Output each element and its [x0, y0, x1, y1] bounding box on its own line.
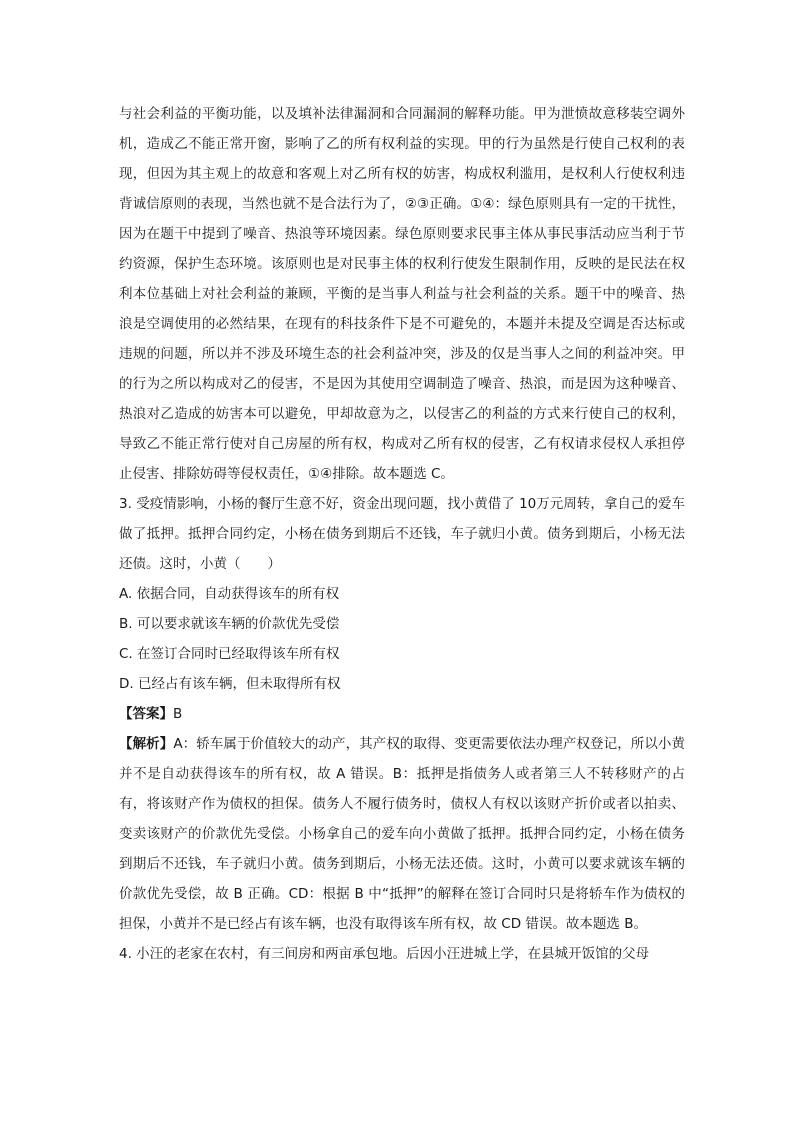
page-content	[119, 99, 685, 969]
question-3-analysis	[119, 729, 685, 939]
question-3-option-d: D. 已经占有该车辆，但未取得所有权	[119, 676, 341, 692]
question-4-stem: 4. 小汪的老家在农村，有三间房和两亩承包地。后因小汪进城上学，在县城开饭馆的父母	[119, 946, 650, 962]
analysis-label: 【解析】	[119, 736, 174, 752]
question-3-option-b: B. 可以要求就该车辆的价款优先受偿	[119, 616, 340, 632]
question-3-answer	[119, 699, 685, 729]
analysis-text: A：轿车属于价值较大的动产，其产权的取得、变更需要依法办理产权登记，所以小黄并不是自动获得该车的所有权，故 A 错误。B：抵押是指债务人或者第三人不转移财产的占有，将该财产作为债权的担保。债务人不履行债务时，债权人有权以该财产折价或者以拍卖、变卖该财产的价款优先受偿。小杨拿自己的爱车向小黄做了抵押。抵押合同约定，小杨在债务到期后不还钱，车子就归小黄。债务到期后，小杨无法还债。这时，小黄可以要求就该车辆的价款优先受偿，故 B 正确。CD：根据 B 中“抵押”的解释在签订合同时只是将轿车作为债权的担保，小黄并不是已经占有该车辆，也没有取得该车所有权，故 CD 错误。故本题选 B。	[119, 736, 686, 932]
question-3-option-c: C. 在签订合同时已经取得该车所有权	[119, 646, 340, 662]
analysis-continuation: 与社会利益的平衡功能，以及填补法律漏洞和合同漏洞的解释功能。甲为泄愤故意移装空调外机，造成乙不能正常开窗，影响了乙的所有权利益的实现。甲的行为虽然是行使自己权利的表现，但因为其主观上的故意和客观上对乙所有权的妨害，构成权利滥用，是权利人行使权利违背诚信原则的表现，当然也就不是合法行为了，②③正确。①④：绿色原则具有一定的干扰性，因为在题干中提到了噪音、热浪等环境因素。绿色原则要求民事主体从事民事活动应当利于节约资源，保护生态环境。该原则也是对民事主体的权利行使发生限制作用，反映的是民法在权利本位基础上对社会利益的兼顾，平衡的是当事人利益与社会利益的关系。题干中的噪音、热浪是空调使用的必然结果，在现有的科技条件下是不可避免的，本题并未提及空调是否达标或违规的问题，所以并不涉及环境生态的社会利益冲突，涉及的仅是当事人之间的利益冲突。甲的行为之所以构成对乙的侵害，不是因为其使用空调制造了噪音、热浪，而是因为这种噪音、热浪对乙造成的妨害本可以避免，甲却故意为之，以侵害乙的利益的方式来行使自己的权利，导致乙不能正常行使对自己房屋的所有权，构成对乙所有权的侵害，乙有权请求侵权人承担停止侵害、排除妨碍等侵权责任，①④排除。故本题选 C。	[119, 106, 685, 482]
question-3-stem: 3. 受疫情影响，小杨的餐厅生意不好，资金出现问题，找小黄借了 10万元周转，拿自己的爱车做了抵押。抵押合同约定，小杨在债务到期后不还钱，车子就归小黄。债务到期后，小杨无法还债。这时，小黄（ ）	[119, 496, 685, 572]
question-3-option-a: A. 依据合同，自动获得该车的所有权	[119, 586, 340, 602]
answer-label: 【答案】	[119, 706, 173, 722]
answer-value: B	[173, 706, 183, 722]
